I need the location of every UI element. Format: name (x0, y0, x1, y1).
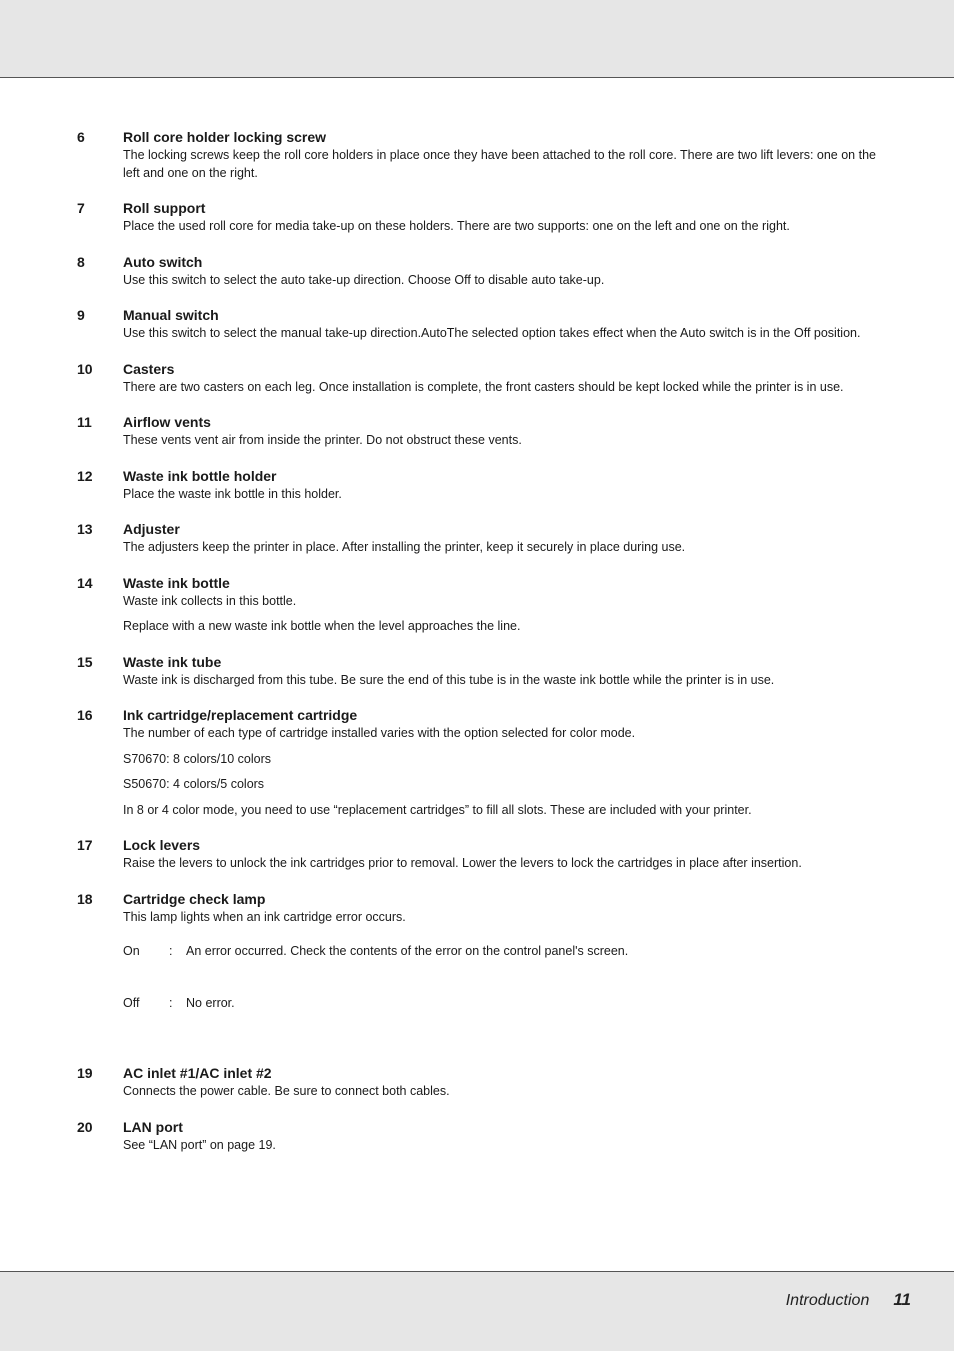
item-number: 17 (77, 837, 93, 853)
item-title: Adjuster (123, 521, 180, 537)
list-item (77, 520, 877, 557)
status-key: Off (123, 996, 140, 1010)
item-title: Lock levers (123, 837, 201, 853)
item-description: Use this switch to select the auto take-up direction. Choose Off to disable auto take-up. (123, 272, 605, 287)
item-number: 19 (77, 1065, 93, 1081)
item-title: Roll core holder locking screw (123, 129, 327, 145)
item-description: The adjusters keep the printer in place. After installing the printer, keep it securely in place during use. (123, 540, 686, 554)
list-item (77, 836, 877, 873)
item-body (123, 413, 877, 450)
item-body (123, 574, 877, 636)
status-separator: : (169, 944, 173, 958)
list-item (77, 360, 877, 397)
item-body (123, 520, 877, 557)
item-description: S70670: 8 colors/10 colors (123, 751, 272, 766)
item-number: 20 (77, 1118, 93, 1135)
item-body (123, 306, 877, 343)
list-item (77, 574, 877, 636)
item-description: These vents vent air from inside the printer. Do not obstruct these vents. (123, 433, 522, 447)
item-body (123, 199, 877, 236)
item-title: Auto switch (123, 253, 203, 270)
item-number: 9 (77, 307, 85, 323)
item-description: There are two casters on each leg. Once installation is complete, the front casters should be kept locked while the printer is in use. (123, 379, 844, 394)
item-description: Replace with a new waste ink bottle when the level approaches the line. (123, 619, 521, 633)
item-description: Place the waste ink bottle in this holder. (123, 486, 342, 501)
item-body (123, 253, 877, 290)
status-key: On (123, 944, 140, 958)
item-number: 16 (77, 707, 93, 723)
item-number: 13 (77, 521, 93, 537)
item-number: 11 (77, 414, 92, 430)
lamp-status-table (123, 943, 877, 1047)
item-body (123, 1064, 877, 1101)
item-title: AC inlet #1/AC inlet #2 (123, 1065, 272, 1081)
item-number: 14 (77, 574, 93, 591)
item-number: 7 (77, 200, 85, 216)
item-description: Connects the power cable. Be sure to connect both cables. (123, 1084, 450, 1098)
item-description: The number of each type of cartridge installed varies with the option selected for color mode. (123, 726, 636, 740)
item-title: Waste ink bottle (123, 574, 230, 591)
item-title: Airflow vents (123, 414, 211, 430)
item-body (123, 128, 877, 182)
item-title: Waste ink bottle holder (123, 467, 277, 484)
item-description: Waste ink collects in this bottle. (123, 593, 297, 608)
item-body (123, 890, 877, 1048)
item-number: 6 (77, 129, 85, 145)
list-item (77, 1064, 877, 1101)
item-body (123, 836, 877, 873)
status-value: An error occurred. Check the contents of the error on the control panel's screen. (186, 944, 629, 958)
item-title: LAN port (123, 1118, 183, 1135)
item-title: Waste ink tube (123, 653, 222, 670)
item-description: Use this switch to select the manual take-up direction.AutoThe selected option takes effect when the Auto switch is in the Off position. (123, 326, 861, 340)
page-footer-band (0, 1271, 954, 1351)
item-body (123, 706, 877, 819)
footer-section-title: Introduction (785, 1292, 870, 1309)
list-item (77, 653, 877, 690)
item-description: This lamp lights when an ink cartridge error occurs. (123, 909, 406, 924)
item-description: See “LAN port” on page 19. (123, 1137, 276, 1152)
list-item (77, 890, 877, 1048)
status-row (123, 995, 877, 1047)
list-item (77, 706, 877, 819)
item-number: 12 (77, 467, 93, 484)
item-title: Casters (123, 360, 175, 377)
item-body (123, 360, 877, 397)
page-header-band (0, 0, 954, 78)
footer (786, 1290, 911, 1310)
item-description: S50670: 4 colors/5 colors (123, 777, 265, 791)
status-separator: : (169, 996, 173, 1010)
page-number: 11 (893, 1290, 911, 1309)
item-body (123, 1118, 877, 1155)
item-number: 15 (77, 653, 93, 670)
list-item (77, 467, 877, 504)
list-item (77, 1118, 877, 1155)
item-body (123, 653, 877, 690)
status-row (123, 943, 877, 995)
list-item (77, 253, 877, 290)
item-number: 8 (77, 253, 85, 270)
item-description: The locking screws keep the roll core holders in place once they have been attached to the roll core. There are two lift levers: one on the left and one on the right. (123, 148, 876, 180)
item-number: 10 (77, 360, 93, 377)
list-item (77, 413, 877, 450)
item-body (123, 467, 877, 504)
item-description: In 8 or 4 color mode, you need to use “replacement cartridges” to fill all slots. These are included with your printer. (123, 802, 752, 817)
list-item (77, 199, 877, 236)
item-number: 18 (77, 890, 93, 907)
item-title: Manual switch (123, 307, 219, 323)
item-description: Waste ink is discharged from this tube. Be sure the end of this tube is in the waste ink bottle while the printer is in use. (123, 672, 775, 687)
item-description: Raise the levers to unlock the ink cartridges prior to removal. Lower the levers to lock the cartridges in place after insertion. (123, 856, 802, 870)
item-description: Place the used roll core for media take-up on these holders. There are two supports: one on the left and one on the right. (123, 219, 790, 233)
item-list (77, 128, 877, 1171)
list-item (77, 306, 877, 343)
item-title: Cartridge check lamp (123, 890, 266, 907)
item-title: Ink cartridge/replacement cartridge (123, 707, 358, 723)
list-item (77, 128, 877, 182)
item-title: Roll support (123, 200, 206, 216)
status-value: No error. (186, 996, 235, 1010)
